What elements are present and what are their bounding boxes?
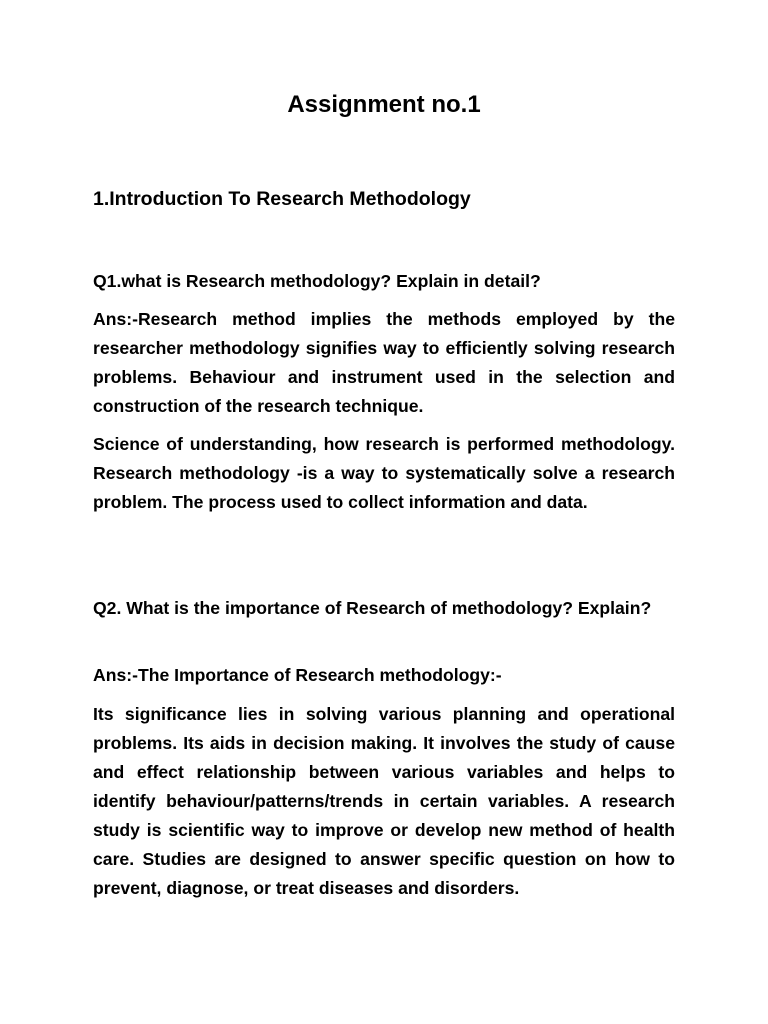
question-2: Q2. What is the importance of Research of methodology? Explain? <box>93 598 652 618</box>
answer-1-paragraph-1: Ans:-Research method implies the methods employed by the researcher methodology signifies way to efficiently solving research problems. Behaviour and instrument used in the selection and construction of the research technique. <box>93 309 675 416</box>
document-title: Assignment no.1 <box>287 91 481 118</box>
answer-2-intro: Ans:-The Importance of Research methodology:- <box>93 665 502 685</box>
answer-1-paragraph-2: Science of understanding, how research is performed methodology. Research methodology -is a way to systematically solve a research problem. The process used to collect information and data. <box>93 434 675 512</box>
answer-2-paragraph-1: Its significance lies in solving various planning and operational problems. Its aids in decision making. It involves the study of cause and effect relationship between various variables and helps to identify behaviour/patterns/trends in certain variables. A research study is scientific way to improve or develop new method of health care. Studies are designed to answer specific question on how to prevent, diagnose, or treat diseases and disorders. <box>93 704 675 898</box>
section-heading: 1.Introduction To Research Methodology <box>93 188 471 210</box>
question-1: Q1.what is Research methodology? Explain in detail? <box>93 271 541 291</box>
